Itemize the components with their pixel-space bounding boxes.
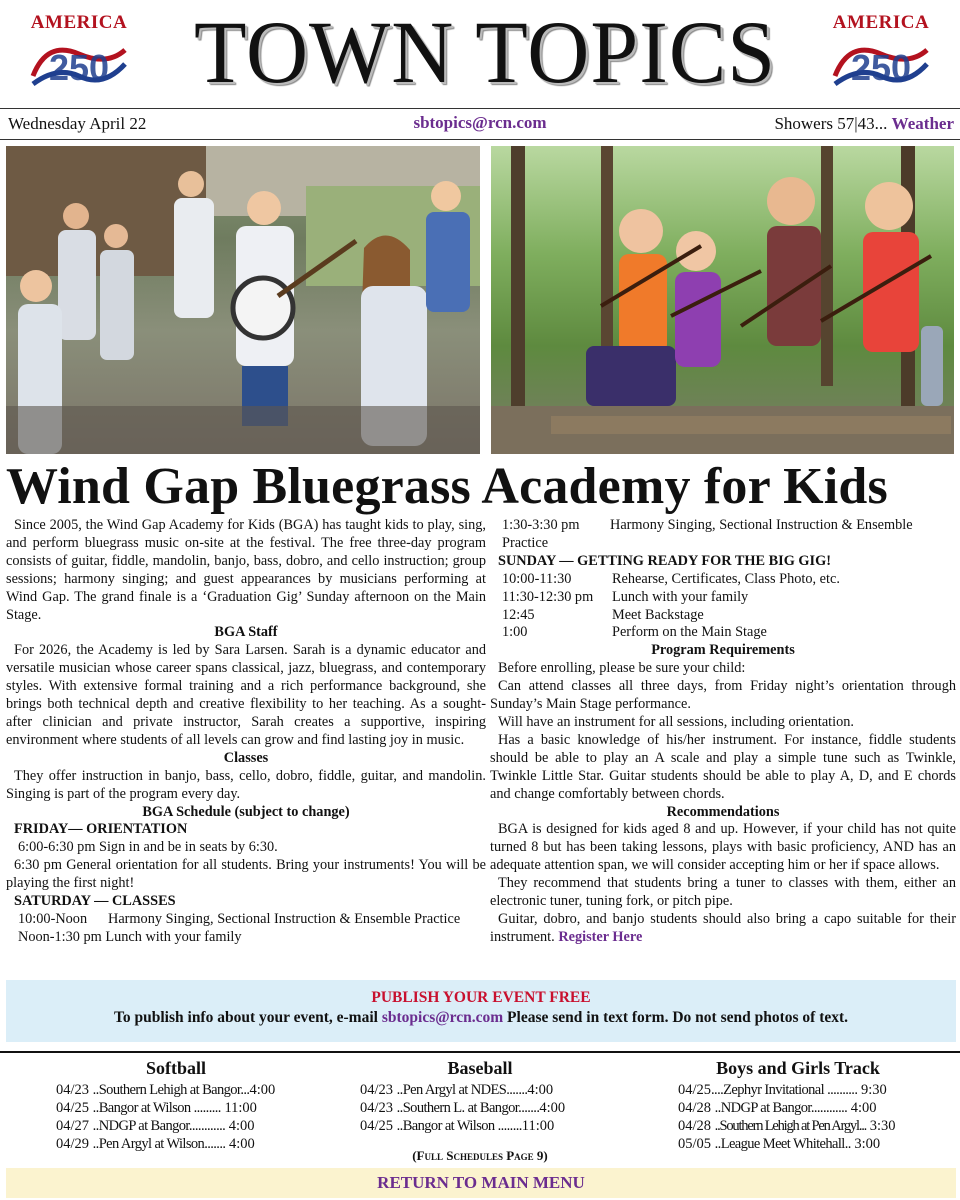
photo-fiddle-students	[491, 146, 954, 454]
game-name: ....Zephyr Invitational ..........	[711, 1082, 858, 1098]
info-bar	[0, 108, 960, 140]
game-name: ..Southern Lehigh at Pen Argyl...	[714, 1118, 867, 1134]
photo-illustration	[6, 146, 480, 454]
saturday-item: Noon-1:30 pm Lunch with your family	[18, 928, 242, 945]
weather-text: Showers 57|43...	[774, 114, 888, 133]
requirement-item: Has a basic knowledge of his/her instrument. For instance, fiddle students should be able to play an A scale and play a simple tune such as Twinkle, Twinkle Little Star. Guitar students should be able to play A, D, and E chords and change comfortably between chords.	[490, 731, 956, 802]
schedule-time: 12:45	[502, 606, 535, 623]
game-time: 4:00	[249, 1082, 276, 1098]
friday-heading: FRIDAY— ORIENTATION	[14, 821, 188, 838]
recommendation-item: They recommend that students bring a tuner to classes with them, either an electronic tuner, tuning fork, or pitch pipe.	[490, 875, 956, 910]
section-heading-classes: Classes	[223, 749, 269, 766]
schedule-text: Perform on the Main Stage	[612, 624, 767, 641]
logo-word: AMERICA	[832, 12, 930, 33]
schedule-time: 11:30-12:30 pm	[502, 588, 594, 605]
game-date: 04/28	[678, 1118, 712, 1134]
sunday-heading: SUNDAY — GETTING READY FOR THE BIG GIG!	[498, 552, 831, 569]
publish-heading: PUBLISH YOUR EVENT FREE	[371, 989, 591, 1006]
photo-banjo-students	[6, 146, 480, 454]
america-250-logo-left[interactable]	[24, 12, 134, 98]
game-time: 9:30	[860, 1082, 887, 1098]
return-to-main-menu-bar[interactable]	[6, 1168, 956, 1198]
saturday-heading: SATURDAY — CLASSES	[14, 893, 176, 910]
publish-text-after: Please send in text form. Do not send photos of text.	[503, 1009, 849, 1026]
schedule-row	[56, 1099, 296, 1117]
game-date: 04/23	[360, 1082, 394, 1098]
game-name: ..Bangor at Wilson .........	[92, 1100, 221, 1116]
section-divider	[0, 1051, 960, 1053]
game-date: 04/23	[360, 1100, 394, 1116]
game-date: 04/25	[360, 1118, 394, 1134]
friday-item: 6:30 pm General orientation for all students. Bring your instruments! You will be playing the first night!	[6, 857, 486, 892]
masthead	[0, 0, 960, 108]
schedule-time: 10:00-11:30	[502, 570, 572, 587]
game-date: 04/25	[678, 1082, 712, 1098]
softball-heading: Softball	[145, 1058, 206, 1078]
game-date: 04/28	[678, 1100, 712, 1116]
publish-email-link[interactable]: sbtopics@rcn.com	[381, 1009, 504, 1026]
logo-word: AMERICA	[30, 12, 128, 33]
recommendation-text: Guitar, dobro, and banjo students should also bring a capo suitable for their instrument.	[490, 910, 956, 945]
schedule-row	[360, 1081, 600, 1099]
contact-email-link[interactable]: sbtopics@rcn.com	[413, 113, 547, 132]
schedule-row	[56, 1117, 296, 1135]
game-name: ..NDGP at Bangor............	[92, 1118, 226, 1134]
game-time: 4:00	[229, 1136, 255, 1152]
logo-number: 250	[48, 47, 110, 88]
game-date: 04/29	[56, 1136, 90, 1152]
requirements-intro: Before enrolling, please be sure your child:	[498, 660, 746, 677]
article-headline: Wind Gap Bluegrass Academy for Kids	[6, 458, 888, 515]
game-name: ..Southern Lehigh at Bangor...	[92, 1082, 250, 1098]
schedule-time: 1:30-3:30 pm	[502, 517, 580, 533]
requirement-item: Will have an instrument for all sessions, including orientation.	[498, 713, 854, 730]
saturday-item	[6, 911, 486, 929]
photo-illustration	[491, 146, 954, 454]
game-date: 04/23	[56, 1082, 90, 1098]
register-link[interactable]: Register Here	[558, 928, 643, 945]
publish-text	[6, 1009, 956, 1027]
article-column-right	[490, 517, 956, 947]
baseball-heading: Baseball	[447, 1058, 513, 1078]
schedule-text: Harmony Singing, Sectional Instruction & Ensemble Practice	[108, 910, 461, 927]
track-heading: Boys and Girls Track	[716, 1058, 880, 1078]
schedule-row	[678, 1081, 918, 1099]
schedule-row	[678, 1117, 918, 1135]
schedule-row	[360, 1117, 600, 1135]
america-250-logo-right[interactable]	[826, 12, 936, 98]
america-250-emblem	[829, 36, 933, 94]
staff-paragraph: For 2026, the Academy is led by Sara Larsen. Sarah is a dynamic educator and versatile musician whose career spans classical, jazz, bluegrass, and contemporary styles. With extensive formal training and a rich performance background, she brings both technical depth and creative flexibility to her teaching. As a sought-after clinician and private instructor, Sarah creates a supportive, inspiring environment where students of all levels can grow and find lasting joy in music.	[6, 642, 486, 748]
section-heading-staff: BGA Staff	[214, 624, 278, 641]
publish-event-banner	[6, 980, 956, 1042]
game-time: 4:00	[228, 1118, 255, 1134]
publish-text-before: To publish info about your event, e-mail	[113, 1009, 382, 1026]
schedule-text: Lunch with your family	[612, 588, 749, 605]
game-name: ..NDGP at Bangor............	[714, 1100, 848, 1116]
schedule-time: 1:00	[502, 624, 528, 641]
game-time: 3:30	[869, 1118, 896, 1134]
weather-link[interactable]: Weather	[891, 114, 954, 133]
game-time: 11:00	[224, 1100, 257, 1116]
game-time: 4:00	[850, 1100, 877, 1116]
sunday-item	[490, 624, 956, 642]
game-time: 4:00	[527, 1082, 554, 1098]
schedule-row	[360, 1099, 600, 1117]
weather-info	[774, 114, 954, 134]
schedule-row	[678, 1099, 918, 1117]
recommendation-item	[490, 911, 956, 947]
game-date: 04/27	[56, 1118, 90, 1134]
logo-number: 250	[850, 47, 912, 88]
full-schedules-link[interactable]: (Full Schedules Page 9)	[412, 1148, 548, 1163]
section-heading-schedule: BGA Schedule (subject to change)	[142, 803, 350, 820]
sunday-item	[490, 607, 956, 625]
issue-date: Wednesday April 22	[8, 114, 147, 133]
article-intro: Since 2005, the Wind Gap Academy for Kids (BGA) has taught kids to play, sing, and perform bluegrass music on-site at the festival. The free three-day program consists of guitar, fiddle, mandolin, banjo, bass, dobro, and cello instruction; group sessions; harmony singing; and guest appearances by musicians performing at Wind Gap. The grand finale is a ‘Graduation Gig’ Sunday afternoon on the Main Stage.	[6, 517, 486, 623]
saturday-item	[490, 517, 956, 553]
game-name: ..Pen Argyl at Wilson.......	[92, 1136, 226, 1152]
return-to-main-menu-label[interactable]: RETURN TO MAIN MENU	[377, 1173, 585, 1192]
game-name: ..League Meet Whitehall..	[714, 1136, 851, 1152]
schedule-time: 10:00-Noon	[18, 910, 88, 927]
section-heading-requirements: Program Requirements	[651, 642, 795, 659]
softball-schedule	[56, 1058, 296, 1153]
schedule-text: Harmony Singing, Sectional Instruction & Ensemble Practice	[502, 517, 913, 551]
classes-paragraph: They offer instruction in banjo, bass, cello, dobro, fiddle, guitar, and mandolin. Singing is part of the program every day.	[6, 767, 486, 802]
friday-item: 6:00-6:30 pm Sign in and be in seats by 6:30.	[18, 839, 278, 856]
game-date: 04/25	[56, 1100, 90, 1116]
game-name: ..Bangor at Wilson ........	[396, 1118, 522, 1134]
sunday-item	[490, 571, 956, 589]
section-heading-recommendations: Recommendations	[666, 803, 780, 820]
america-250-emblem	[27, 36, 131, 94]
masthead-title: TOWN TOPICS	[193, 2, 777, 102]
recommendation-item: BGA is designed for kids aged 8 and up. However, if your child has not quite turned 8 but has been taking lessons, plays with basic proficiency, AND has an adequate attention span, we will consider accepting him or her if space allows.	[490, 821, 956, 874]
schedule-text: Rehearse, Certificates, Class Photo, etc.	[612, 570, 840, 587]
requirement-item: Can attend classes all three days, from Friday night’s orientation through Sunday’s Main Stage performance.	[490, 678, 956, 713]
track-schedule	[678, 1058, 918, 1153]
game-time: 3:00	[854, 1136, 881, 1152]
schedule-row	[56, 1081, 296, 1099]
game-name: ..Southern L. at Bangor.......	[396, 1100, 540, 1116]
game-date: 05/05	[678, 1136, 712, 1152]
game-time: 11:00	[521, 1118, 555, 1134]
schedule-text: Meet Backstage	[612, 606, 704, 623]
game-time: 4:00	[539, 1100, 566, 1116]
sunday-item	[490, 589, 956, 607]
baseball-schedule	[360, 1058, 600, 1135]
game-name: ..Pen Argyl at NDES.......	[396, 1082, 528, 1098]
article-column-left	[6, 517, 486, 947]
